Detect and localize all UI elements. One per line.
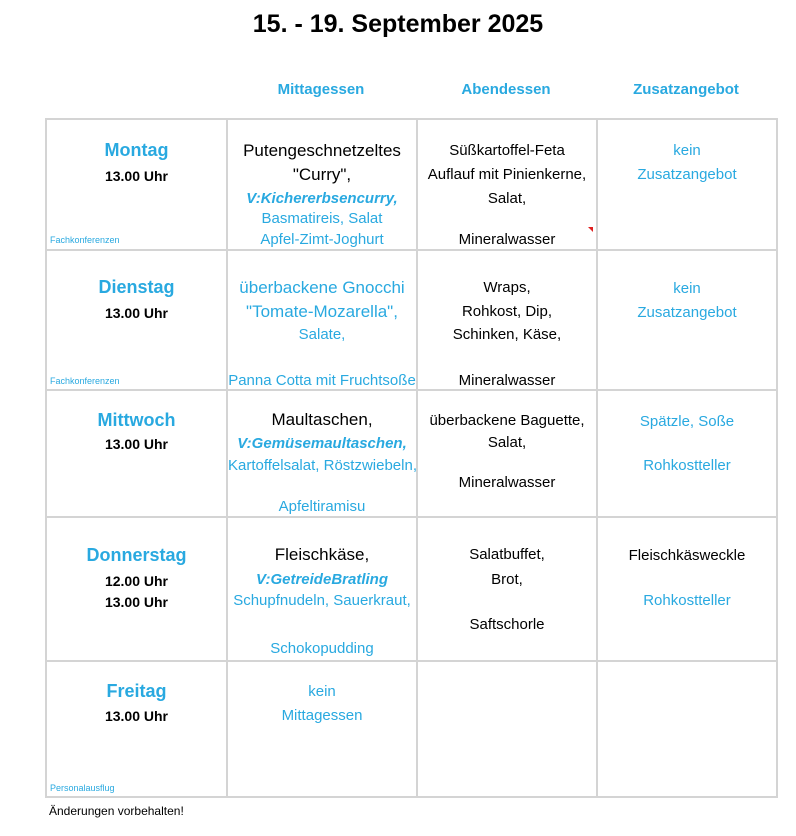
serving-time: 13.00 Uhr — [104, 305, 169, 321]
lunch-item: Schokopudding — [270, 640, 374, 657]
dinner-item: Wraps, — [483, 279, 531, 296]
lunch-item: Kartoffelsalat, Röstzwiebeln, — [228, 457, 417, 474]
dinner-item: Saftschorle — [469, 616, 545, 633]
lunch-item: Fleischkäse, — [274, 545, 370, 564]
dinner-item: Salat, — [487, 190, 527, 207]
lunch-item: überbackene Gnocchi — [239, 278, 405, 297]
lunch-item: Mittagessen — [281, 707, 363, 724]
menu-table — [45, 118, 778, 798]
column-header-lunch: Mittagessen — [277, 81, 365, 98]
dinner-item: Salat, — [487, 434, 527, 451]
footer-note: Änderungen vorbehalten! — [49, 804, 184, 818]
extra-item: Zusatzangebot — [637, 304, 737, 321]
lunch-item: Basmatireis, Salat — [261, 210, 383, 227]
dinner-item: Süßkartoffel-Feta — [449, 142, 565, 159]
lunch-item: "Curry", — [292, 165, 352, 184]
day-cell-mittwoch — [45, 389, 226, 516]
day-name: Mittwoch — [97, 410, 176, 430]
dinner-item: Mineralwasser — [458, 372, 556, 389]
lunch-vegetarian-item: V:Gemüsemaultaschen, — [237, 435, 407, 452]
day-cell-dienstag — [45, 249, 226, 389]
column-header-dinner: Abendessen — [461, 81, 551, 98]
day-cell-donnerstag — [45, 516, 226, 660]
dinner-cell-freitag — [416, 660, 596, 796]
extra-item: Fleischkäsweckle — [628, 547, 746, 564]
serving-time: 13.00 Uhr — [104, 594, 169, 610]
column-header-extra: Zusatzangebot — [633, 81, 739, 98]
lunch-vegetarian-item: V:Kichererbsencurry, — [246, 190, 398, 207]
lunch-item: Putengeschnetzeltes — [243, 141, 401, 160]
day-name: Montag — [104, 140, 169, 160]
dinner-item: Mineralwasser — [458, 474, 556, 491]
dinner-item: Schinken, Käse, — [452, 326, 562, 343]
dinner-item: Brot, — [491, 571, 523, 588]
serving-time: 13.00 Uhr — [104, 436, 169, 452]
lunch-item: Salate, — [298, 326, 346, 343]
lunch-item: kein — [308, 683, 336, 700]
extra-item: Zusatzangebot — [637, 166, 737, 183]
extra-cell-mittwoch — [596, 389, 776, 516]
day-note: Personalausflug — [50, 783, 115, 793]
dinner-cell-mittwoch — [416, 389, 596, 516]
lunch-item: Panna Cotta mit Fruchtsoße — [228, 372, 416, 389]
dinner-item: überbackene Baguette, — [429, 412, 585, 429]
lunch-cell-mittwoch — [226, 389, 416, 516]
serving-time: 12.00 Uhr — [104, 573, 169, 589]
lunch-vegetarian-item: V:GetreideBratling — [256, 571, 388, 588]
page-title: 15. - 19. September 2025 — [252, 10, 544, 38]
day-cell-montag — [45, 118, 226, 249]
dinner-item: Auflauf mit Pinienkerne, — [427, 166, 587, 183]
day-name: Freitag — [106, 681, 167, 701]
comment-marker — [588, 227, 593, 232]
lunch-item: Schupfnudeln, Sauerkraut, — [233, 592, 411, 609]
extra-cell-montag — [596, 118, 776, 249]
extra-item: Rohkostteller — [643, 592, 731, 609]
dinner-item: Rohkost, Dip, — [461, 303, 553, 320]
dinner-cell-montag — [416, 118, 596, 249]
extra-cell-donnerstag — [596, 516, 776, 660]
lunch-cell-donnerstag — [226, 516, 416, 660]
dinner-cell-donnerstag — [416, 516, 596, 660]
day-note: Fachkonferenzen — [50, 376, 120, 386]
day-note: Fachkonferenzen — [50, 235, 120, 245]
extra-cell-dienstag — [596, 249, 776, 389]
lunch-item: Apfel-Zimt-Joghurt — [260, 231, 384, 248]
serving-time: 13.00 Uhr — [104, 708, 169, 724]
day-name: Donnerstag — [86, 545, 187, 565]
extra-item: kein — [673, 142, 701, 159]
day-name: Dienstag — [98, 277, 175, 297]
lunch-cell-montag — [226, 118, 416, 249]
extra-item: Spätzle, Soße — [639, 413, 735, 430]
lunch-cell-dienstag — [226, 249, 416, 389]
extra-item: Rohkostteller — [643, 457, 731, 474]
lunch-item: Apfeltiramisu — [278, 498, 366, 515]
lunch-item: "Tomate-Mozarella", — [246, 302, 398, 321]
dinner-item: Mineralwasser — [458, 231, 556, 248]
extra-cell-freitag — [596, 660, 776, 796]
dinner-cell-dienstag — [416, 249, 596, 389]
serving-time: 13.00 Uhr — [104, 168, 169, 184]
dinner-item: Salatbuffet, — [469, 546, 545, 563]
lunch-cell-freitag — [226, 660, 416, 796]
extra-item: kein — [673, 280, 701, 297]
lunch-item: Maultaschen, — [271, 410, 373, 429]
day-cell-freitag — [45, 660, 226, 796]
